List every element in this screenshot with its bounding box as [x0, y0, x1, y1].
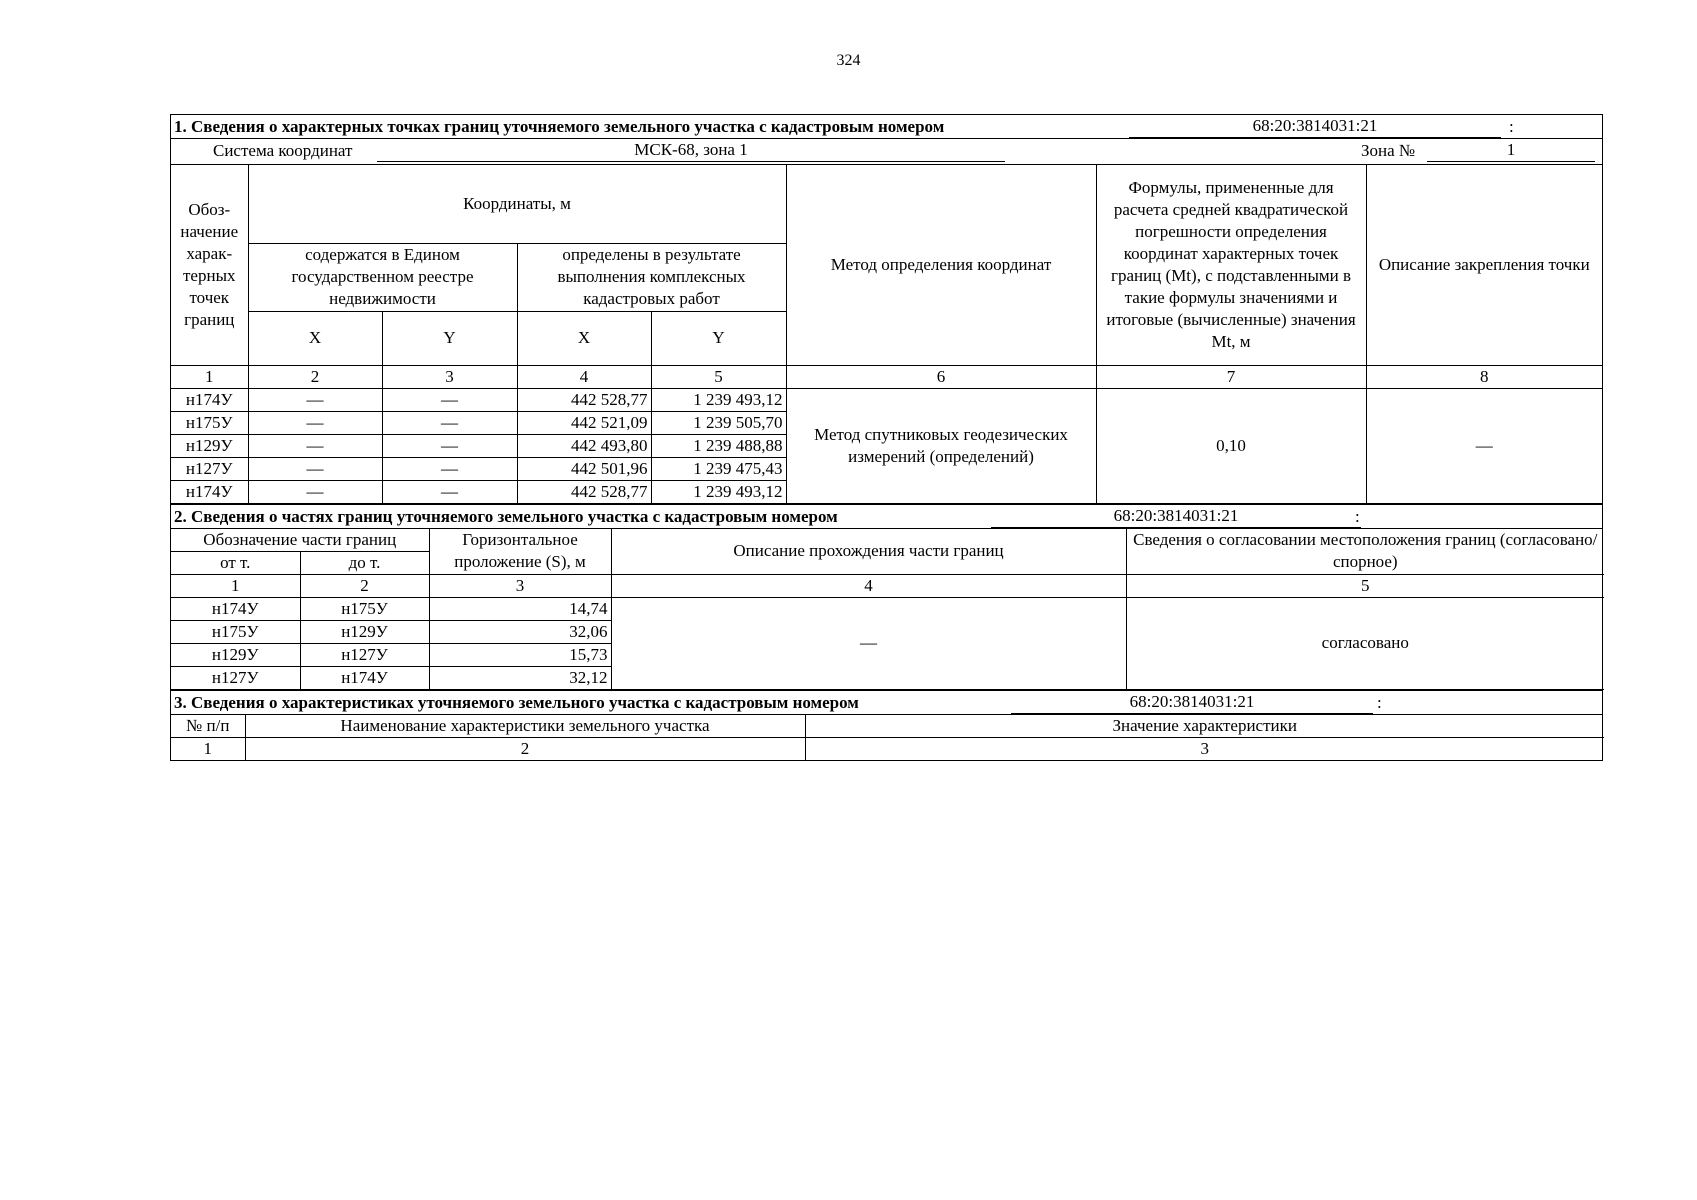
- x-coord: 442 521,09: [517, 411, 651, 434]
- header-num: № п/п: [171, 715, 245, 738]
- header-designation: Обоз- начение харак- терных точек границ: [171, 165, 248, 365]
- y-egrn: —: [382, 411, 517, 434]
- coord-system-row: [171, 139, 1602, 165]
- from-point: н175У: [171, 620, 300, 643]
- col-number: 2: [245, 737, 805, 760]
- point-name: н174У: [171, 388, 248, 411]
- x-egrn: —: [248, 388, 382, 411]
- header-part-designation: Обозначение части границ: [171, 529, 429, 552]
- section2-colon: :: [1355, 506, 1360, 526]
- y-coord: 1 239 493,12: [651, 388, 786, 411]
- col-number-row: [171, 737, 1604, 760]
- header-fixing: Описание закрепления точки: [1366, 165, 1602, 365]
- to-point: н175У: [300, 597, 429, 620]
- x-coord: 442 501,96: [517, 457, 651, 480]
- section2-title: [171, 504, 1602, 529]
- section2-table: [171, 529, 1604, 690]
- section3-title-text: 3. Сведения о характеристиках уточняемого земельного участка с кадастровым номером: [174, 692, 859, 712]
- col-number: 7: [1096, 365, 1366, 388]
- section2-title-text: 2. Сведения о частях границ уточняемого земельного участка с кадастровым номером: [174, 506, 838, 526]
- header-y-complex: Y: [651, 311, 786, 365]
- header-horizontal: Горизонтальное проложение (S), м: [429, 529, 611, 575]
- col-number: 4: [517, 365, 651, 388]
- method-value: Метод спутниковых геодезических измерений (определений): [786, 388, 1096, 503]
- header-agreement: Сведения о согласовании местоположения границ (согласовано/спорное): [1126, 529, 1604, 575]
- zone-label: Зона №: [1361, 141, 1416, 160]
- section1-table: [171, 165, 1602, 504]
- section1-title-text: 1. Сведения о характерных точках границ уточняемого земельного участка с кадастровым номером: [174, 117, 945, 136]
- coord-system-label: Система координат: [213, 141, 353, 160]
- col-number: 2: [300, 574, 429, 597]
- point-name: н175У: [171, 411, 248, 434]
- to-point: н127У: [300, 643, 429, 666]
- col-number: 1: [171, 737, 245, 760]
- x-egrn: —: [248, 434, 382, 457]
- x-egrn: —: [248, 480, 382, 503]
- horizontal-distance: 14,74: [429, 597, 611, 620]
- page-number: 324: [836, 52, 861, 69]
- col-number-row: [171, 574, 1604, 597]
- section3-colon: :: [1377, 692, 1382, 712]
- y-coord: 1 239 493,12: [651, 480, 786, 503]
- col-number: 4: [611, 574, 1126, 597]
- header-from: от т.: [171, 551, 300, 574]
- x-coord: 442 528,77: [517, 480, 651, 503]
- header-name: Наименование характеристики земельного участка: [245, 715, 805, 738]
- table-row: [171, 597, 1604, 620]
- header-x-egrn: X: [248, 311, 382, 365]
- header-value: Значение характеристики: [805, 715, 1604, 738]
- coord-system-value: МСК-68, зона 1: [377, 139, 1005, 162]
- col-number: 3: [382, 365, 517, 388]
- y-egrn: —: [382, 434, 517, 457]
- cadastral-form: [170, 114, 1603, 761]
- col-number: 3: [429, 574, 611, 597]
- section1-title: [171, 115, 1602, 139]
- section1-colon: :: [1509, 117, 1514, 136]
- header-coordinates: Координаты, м: [248, 165, 786, 243]
- mt-value: 0,10: [1096, 388, 1366, 503]
- from-point: н127У: [171, 666, 300, 689]
- from-point: н174У: [171, 597, 300, 620]
- zone-value: 1: [1427, 139, 1595, 162]
- y-egrn: —: [382, 457, 517, 480]
- col-number-row: [171, 365, 1602, 388]
- col-number: 2: [248, 365, 382, 388]
- col-number: 6: [786, 365, 1096, 388]
- col-number: 1: [171, 574, 300, 597]
- header-to: до т.: [300, 551, 429, 574]
- x-egrn: —: [248, 411, 382, 434]
- header-description: Описание прохождения части границ: [611, 529, 1126, 575]
- to-point: н174У: [300, 666, 429, 689]
- to-point: н129У: [300, 620, 429, 643]
- agreement-value: согласовано: [1126, 597, 1604, 689]
- header-x-complex: X: [517, 311, 651, 365]
- section1-cadastral-number: 68:20:3814031:21: [1129, 115, 1501, 138]
- col-number: 3: [805, 737, 1604, 760]
- header-formulas: Формулы, примененные для расчета средней квадратической погрешности определения координат характерных точек границ (Mt), с подставленными в такие формулы значениями и итоговые (вычисленные) значения Mt, м: [1096, 165, 1366, 365]
- from-point: н129У: [171, 643, 300, 666]
- fixing-value: —: [1366, 388, 1602, 503]
- x-coord: 442 493,80: [517, 434, 651, 457]
- col-number: 5: [651, 365, 786, 388]
- y-egrn: —: [382, 480, 517, 503]
- section3-title: [171, 690, 1602, 715]
- horizontal-distance: 15,73: [429, 643, 611, 666]
- section3-cadastral-number: 68:20:3814031:21: [1011, 691, 1373, 714]
- section2-cadastral-number: 68:20:3814031:21: [991, 505, 1361, 528]
- col-number: 8: [1366, 365, 1602, 388]
- header-egrn: содержатся в Едином государственном реестре недвижимости: [248, 243, 517, 311]
- section3-table: [171, 715, 1604, 760]
- x-egrn: —: [248, 457, 382, 480]
- horizontal-distance: 32,06: [429, 620, 611, 643]
- x-coord: 442 528,77: [517, 388, 651, 411]
- point-name: н129У: [171, 434, 248, 457]
- description-value: —: [611, 597, 1126, 689]
- table-row: [171, 388, 1602, 411]
- y-egrn: —: [382, 388, 517, 411]
- header-y-egrn: Y: [382, 311, 517, 365]
- col-number: 1: [171, 365, 248, 388]
- point-name: н174У: [171, 480, 248, 503]
- y-coord: 1 239 488,88: [651, 434, 786, 457]
- header-method: Метод определения координат: [786, 165, 1096, 365]
- y-coord: 1 239 475,43: [651, 457, 786, 480]
- col-number: 5: [1126, 574, 1604, 597]
- y-coord: 1 239 505,70: [651, 411, 786, 434]
- horizontal-distance: 32,12: [429, 666, 611, 689]
- header-complex: определены в результате выполнения комплексных кадастровых работ: [517, 243, 786, 311]
- point-name: н127У: [171, 457, 248, 480]
